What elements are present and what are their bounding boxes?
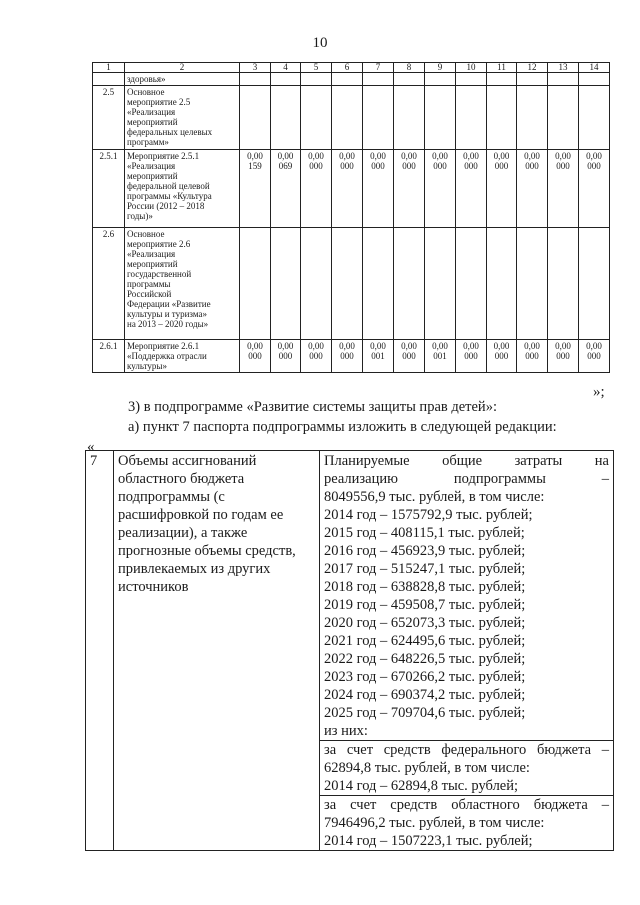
word: реализацию: [324, 471, 398, 487]
row-name-line: мероприятие 2.5: [127, 97, 191, 107]
content-line: из них:: [324, 723, 368, 739]
value-cell: [363, 86, 394, 150]
content-line-justified: [324, 470, 609, 488]
column-number: 11: [487, 63, 517, 73]
column-number: 2: [125, 63, 240, 73]
label-line: прогнозные объемы средств,: [118, 543, 296, 559]
value-cell: 0,00 000: [363, 150, 394, 228]
row-name: [125, 86, 240, 150]
column-number: 13: [548, 63, 579, 73]
paragraph-item-7: а) пункт 7 паспорта подпрограммы изложить в следующей редакции:: [128, 419, 557, 435]
value-cell: [240, 73, 271, 86]
regional-budget-line: [324, 796, 609, 814]
value-cell: 0,00 000: [517, 340, 548, 373]
word: областного: [451, 797, 520, 813]
column-number: 10: [456, 63, 487, 73]
word: за: [324, 797, 337, 813]
page-number: 10: [312, 35, 328, 51]
content-line: 2025 год – 709704,6 тыс. рублей;: [324, 705, 526, 721]
value-cell: 0,00 000: [456, 340, 487, 373]
passport-row-content: [320, 451, 614, 851]
content-line: 2022 год – 648226,5 тыс. рублей;: [324, 651, 526, 667]
column-number: 3: [240, 63, 271, 73]
passport-table: [85, 450, 614, 851]
row-name-line: культуры»: [127, 361, 167, 371]
passport-row: [86, 451, 614, 851]
row-name-line: культуры и туризма»: [127, 309, 207, 319]
value-cell: [394, 73, 425, 86]
word: на: [594, 453, 609, 469]
word: за: [324, 742, 337, 758]
content-line: 2018 год – 638828,8 тыс. рублей;: [324, 579, 526, 595]
content-line: 2014 год – 1575792,9 тыс. рублей;: [324, 507, 533, 523]
row-name-line: на 2013 – 2020 годы»: [127, 319, 209, 329]
value-cell: 0,00 000: [487, 340, 517, 373]
value-cell: [456, 86, 487, 150]
value-cell: [579, 73, 610, 86]
word: средств: [383, 742, 431, 758]
value-cell: 0,00 000: [487, 150, 517, 228]
value-cell: [487, 228, 517, 340]
word: счет: [346, 742, 374, 758]
label-line: реализации), а также: [118, 525, 248, 541]
federal-budget-line: [324, 741, 609, 759]
value-cell: [456, 73, 487, 86]
row-code: [93, 73, 125, 86]
value-cell: [271, 86, 301, 150]
table-row: [93, 73, 610, 86]
word: федерального: [441, 742, 527, 758]
value-cell: [487, 73, 517, 86]
federal-line: 2014 год – 62894,8 тыс. рублей;: [324, 778, 519, 794]
value-cell: 0,00 000: [332, 150, 363, 228]
value-cell: [425, 228, 456, 340]
row-name-line: «Реализация: [127, 161, 176, 171]
regional-line: 2014 год – 1507223,1 тыс. рублей;: [324, 833, 533, 849]
row-name-line: годы)»: [127, 211, 153, 221]
value-cell: [301, 86, 332, 150]
value-cell: [363, 228, 394, 340]
funding-table-continued: [92, 62, 610, 373]
content-line: 2015 год – 408115,1 тыс. рублей;: [324, 525, 525, 541]
content-line: 2021 год – 624495,6 тыс. рублей;: [324, 633, 526, 649]
value-cell: 0,00 000: [240, 340, 271, 373]
content-line-justified: [324, 452, 609, 470]
label-line: расшифровкой по годам ее: [118, 507, 284, 523]
label-line: Объемы ассигнований: [118, 453, 257, 469]
table-row: [93, 340, 610, 373]
word: бюджета: [533, 797, 588, 813]
value-cell: [548, 73, 579, 86]
row-name-line: «Реализация: [127, 249, 176, 259]
value-cell: [301, 228, 332, 340]
row-name: [125, 150, 240, 228]
word: затраты: [514, 453, 563, 469]
value-cell: 0,00 000: [517, 150, 548, 228]
value-cell: [301, 73, 332, 86]
row-name-line: государственной: [127, 269, 192, 279]
value-cell: 0,00 000: [548, 150, 579, 228]
word: –: [601, 742, 609, 758]
label-line: подпрограммы (с: [118, 489, 225, 505]
value-cell: [240, 228, 271, 340]
row-name-line: Федерации «Развитие: [127, 299, 211, 309]
row-name-line: Основное: [127, 229, 165, 239]
value-cell: 0,00 159: [240, 150, 271, 228]
value-cell: 0,00 001: [363, 340, 394, 373]
value-cell: [548, 228, 579, 340]
row-name-line: федеральных целевых: [127, 127, 213, 137]
paragraph-subprogram: 3) в подпрограмме «Развитие системы защиты прав детей»:: [128, 399, 497, 415]
value-cell: [517, 228, 548, 340]
value-cell: 0,00 000: [271, 340, 301, 373]
label-line: привлекаемых из других: [118, 561, 271, 577]
content-line: 2024 год – 690374,2 тыс. рублей;: [324, 687, 526, 703]
row-code: 2.5: [93, 86, 125, 150]
value-cell: 0,00 000: [425, 150, 456, 228]
value-cell: [425, 86, 456, 150]
value-cell: [517, 73, 548, 86]
column-number: 14: [579, 63, 610, 73]
column-number: 8: [394, 63, 425, 73]
value-cell: [332, 73, 363, 86]
closing-quote-mark: »;: [593, 384, 605, 400]
table-header-row: [93, 63, 610, 73]
table-row: [93, 228, 610, 340]
row-name-line: «Реализация: [127, 107, 176, 117]
value-cell: [271, 228, 301, 340]
row-name: [125, 228, 240, 340]
row-code: 2.5.1: [93, 150, 125, 228]
value-cell: [487, 86, 517, 150]
row-name-line: Российской: [127, 289, 172, 299]
row-code: 2.6: [93, 228, 125, 340]
content-line: 2020 год – 652073,3 тыс. рублей;: [324, 615, 526, 631]
value-cell: [240, 86, 271, 150]
row-name-line: Мероприятие 2.6.1: [127, 341, 200, 351]
row-name: [125, 340, 240, 373]
regional-line: 7946496,2 тыс. рублей, в том числе:: [324, 815, 545, 831]
column-number: 5: [301, 63, 332, 73]
value-cell: 0,00 000: [301, 150, 332, 228]
value-cell: [394, 86, 425, 150]
word: общие: [442, 453, 483, 469]
federal-line: 62894,8 тыс. рублей, в том числе:: [324, 760, 530, 776]
value-cell: 0,00 000: [332, 340, 363, 373]
value-cell: [332, 86, 363, 150]
value-cell: [456, 228, 487, 340]
value-cell: [394, 228, 425, 340]
word: бюджета: [536, 742, 592, 758]
row-name-line: программы: [127, 279, 171, 289]
content-line: 2023 год – 670266,2 тыс. рублей;: [324, 669, 526, 685]
value-cell: 0,00 000: [394, 150, 425, 228]
value-cell: [579, 86, 610, 150]
value-cell: [517, 86, 548, 150]
value-cell: 0,00 000: [548, 340, 579, 373]
value-cell: 0,00 000: [394, 340, 425, 373]
word: подпрограммы: [453, 471, 546, 487]
content-line: 8049556,9 тыс. рублей, в том числе:: [324, 489, 545, 505]
value-cell: [271, 73, 301, 86]
passport-row-label: [114, 451, 320, 851]
column-number: 1: [93, 63, 125, 73]
column-number: 12: [517, 63, 548, 73]
row-code: 2.6.1: [93, 340, 125, 373]
row-name-line: мероприятие 2.6: [127, 239, 191, 249]
label-line: областного бюджета: [118, 471, 245, 487]
column-number: 9: [425, 63, 456, 73]
row-name-line: программ»: [127, 137, 169, 147]
row-name-line: программы «Культура: [127, 191, 212, 201]
value-cell: 0,00 001: [425, 340, 456, 373]
value-cell: [363, 73, 394, 86]
value-cell: 0,00 000: [579, 340, 610, 373]
value-cell: 0,00 000: [456, 150, 487, 228]
column-number: 7: [363, 63, 394, 73]
opening-quote-mark: «: [87, 439, 95, 455]
value-cell: 0,00 069: [271, 150, 301, 228]
word: Планируемые: [324, 453, 410, 469]
row-name-line: Основное: [127, 87, 165, 97]
row-name-line: «Поддержка отрасли: [127, 351, 207, 361]
word: –: [601, 797, 609, 813]
row-name-line: здоровья»: [127, 74, 166, 84]
word: счет: [350, 797, 377, 813]
value-cell: [425, 73, 456, 86]
row-name: [125, 73, 240, 86]
content-line: 2019 год – 459508,7 тыс. рублей;: [324, 597, 526, 613]
value-cell: 0,00 000: [301, 340, 332, 373]
row-name-line: федеральной целевой: [127, 181, 210, 191]
column-number: 6: [332, 63, 363, 73]
row-name-line: Мероприятие 2.5.1: [127, 151, 200, 161]
value-cell: 0,00 000: [579, 150, 610, 228]
word: –: [601, 471, 609, 487]
column-number: 4: [271, 63, 301, 73]
passport-row-number: 7: [86, 451, 114, 851]
value-cell: [332, 228, 363, 340]
row-name-line: мероприятий: [127, 117, 178, 127]
table-row: [93, 150, 610, 228]
content-line: 2017 год – 515247,1 тыс. рублей;: [324, 561, 526, 577]
value-cell: [548, 86, 579, 150]
label-line: источников: [118, 579, 189, 595]
table-row: [93, 86, 610, 150]
word: средств: [390, 797, 438, 813]
content-line: 2016 год – 456923,9 тыс. рублей;: [324, 543, 526, 559]
value-cell: [579, 228, 610, 340]
row-name-line: мероприятий: [127, 259, 178, 269]
row-name-line: России (2012 – 2018: [127, 201, 205, 211]
row-name-line: мероприятий: [127, 171, 178, 181]
